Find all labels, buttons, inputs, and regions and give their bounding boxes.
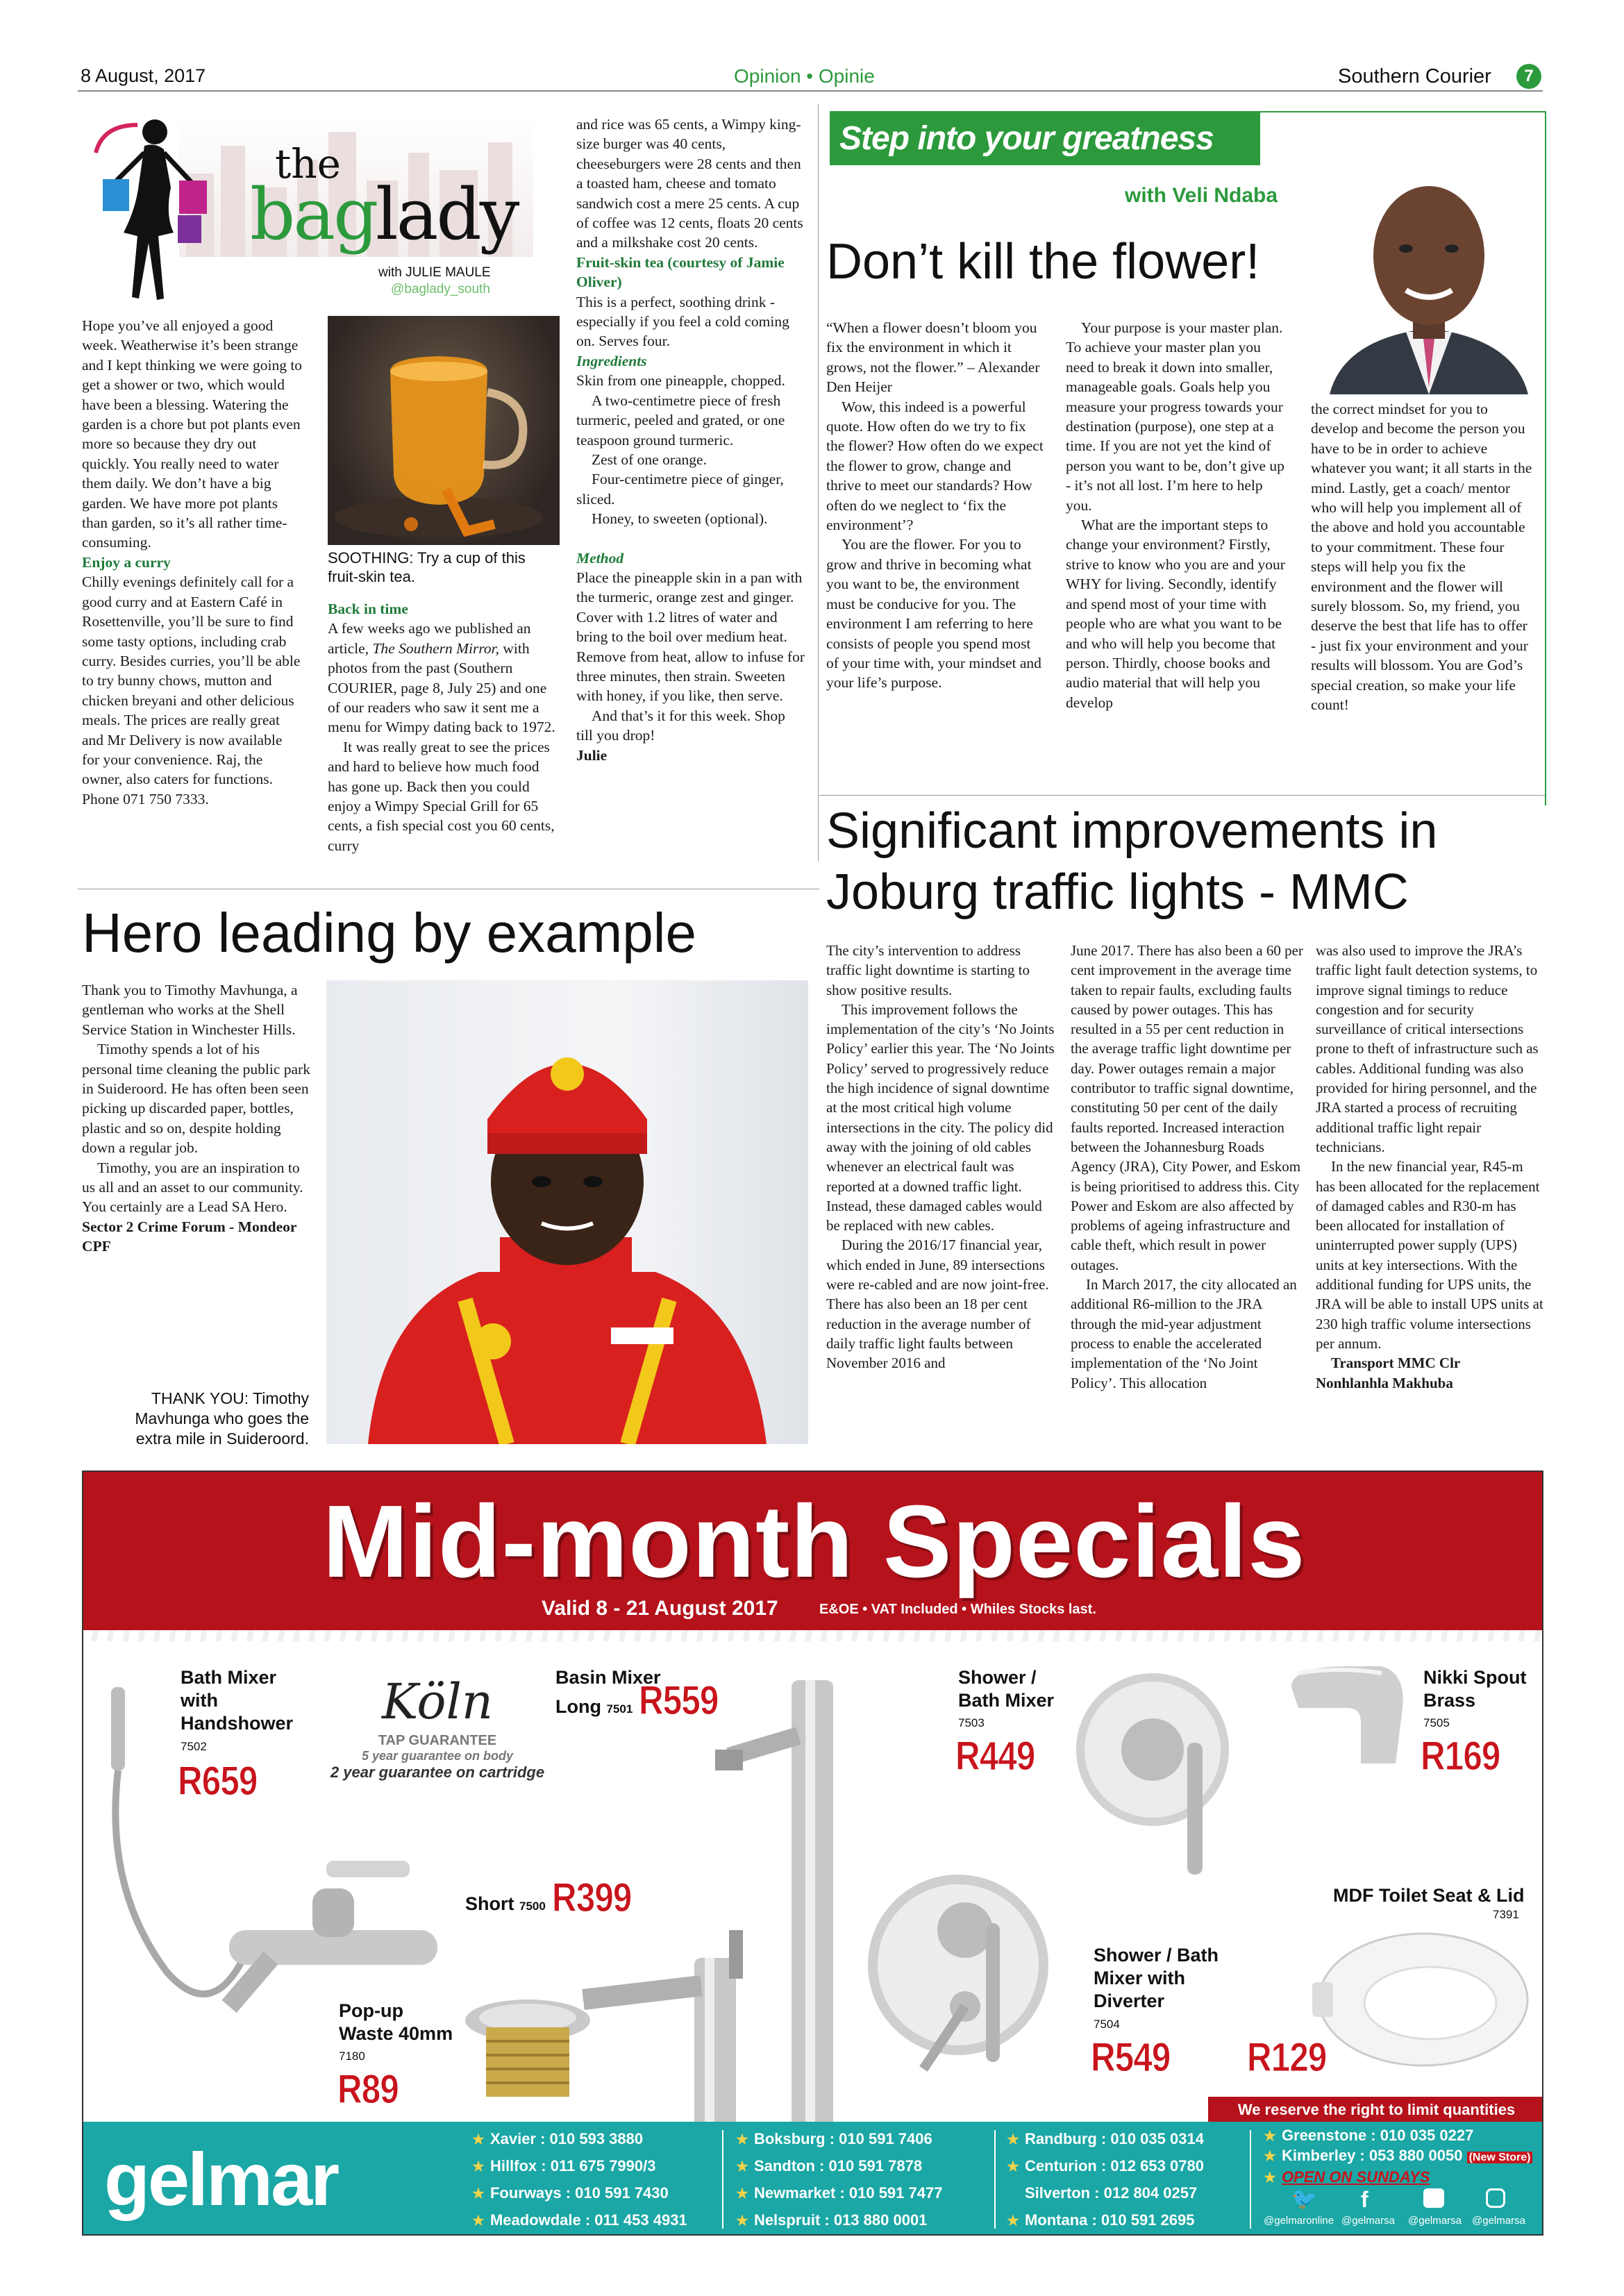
basin-short-label: Short 7500	[465, 1893, 546, 1914]
ad-title: Mid-month Specials	[322, 1484, 1306, 1599]
branch-divider-2	[994, 2130, 996, 2229]
logo-word-lady: lady	[376, 174, 518, 256]
section-label: Opinion • Opinie	[734, 65, 875, 87]
diverter-code: 7504	[1094, 2018, 1120, 2031]
popup-waste-price: R89	[337, 2067, 399, 2112]
gelmar-advert	[82, 1470, 1543, 2236]
nikki-spout-image	[1284, 1666, 1409, 1770]
koln-guarantee-cartridge: 2 year guarantee on cartridge	[330, 1763, 545, 1781]
hero-signoff: Sector 2 Crime Forum - Mondeor CPF	[82, 1218, 297, 1255]
greatness-c2-p1: Your purpose is your master plan. To achieve your master plan you need to break it down into smaller, manageable goals. Goals help you measure your progress towards your destination (purpose), one step at a time. If you are not yet the kind of person you want to be, don’t give up - it’s not all lost. I’m here to help you.	[1066, 319, 1284, 514]
toilet-seat-code: 7391	[1493, 1908, 1519, 1921]
baglady-subhead-back-in-time: Back in time	[328, 601, 408, 617]
baglady-back-p2: It was really great to see the prices and hard to believe how much food has gone up. Back then you could enjoy a Wimpy Special Grill for 65 cents, a fish special cost you 60 cents, curry	[328, 738, 555, 854]
koln-guarantee-title: TAP GUARANTEE	[378, 1733, 497, 1748]
social-handle-online: @gelmaronline	[1264, 2215, 1334, 2227]
veli-ndaba-photo	[1316, 165, 1542, 394]
baglady-method-text: Place the pineapple skin in a pan with the turmeric, orange zest and ginger. Cover with 1.2 litres of water and bring to the boil over medium heat. Remove from heat, allow to infuse for three minutes, then strain. Sweeten with honey, if you like, then serve.	[576, 569, 805, 705]
social-handle-youtube: @gelmarsa	[1408, 2215, 1462, 2227]
baglady-column-2	[328, 599, 560, 855]
shower-bath-mixer-code: 7503	[958, 1716, 985, 1729]
branch-divider-1	[722, 2130, 723, 2229]
social-handle-facebook: @gelmarsa	[1341, 2215, 1395, 2227]
diverter-image	[861, 1833, 1083, 2125]
greatness-column-3	[1311, 399, 1534, 715]
baglady-byline: with JULIE MAULE	[378, 265, 491, 280]
toilet-seat-price: R129	[1247, 2035, 1327, 2080]
traffic-c3-p2: In the new financial year, R45-m has been allocated for the replacement of damaged cables and R30-m has been allocated for installation of uninterrupted power supply (UPS) units at key intersections. With the additional funding for UPS units, the JRA will be able to install UPS units at 230 high traffic volume intersections per annum.	[1316, 1158, 1543, 1352]
ingredient-4: Four-centimetre piece of ginger, sliced.	[576, 471, 784, 508]
branch-montana: ★ Montana : 010 591 2695	[1007, 2211, 1195, 2229]
branch-silverton: Silverton : 012 804 0257	[1024, 2184, 1198, 2202]
open-sundays: ★ OPEN ON SUNDAYS	[1264, 2168, 1430, 2186]
baglady-closing: And that’s it for this week. Shop till you drop!	[576, 707, 785, 744]
timothy-mavhunga-photo	[326, 980, 808, 1444]
greatness-c3-p1: the correct mindset for you to develop and become the person you have to be in order to achieve whatever you want; it all starts in the mind. Lastly, get a coach/ mentor who will help you implement all of the above and hold you accountable to your commitment. These four steps will help you fix the environment and the flower will surely blossom. So, my friend, you deserve the best that life has to offer - just fix your environment and your results will blossom. You are God’s special creation, so make your life count!	[1311, 401, 1532, 714]
branches-column-4	[1264, 2126, 1541, 2227]
baglady-tea-intro: This is a perfect, soothing drink - especially if you feel a cold coming on. Serves four.	[576, 293, 789, 350]
ingredient-2: A two-centimetre piece of fresh turmeric, peeled and grated, or one teaspoon ground turmeric.	[576, 392, 785, 449]
gelmar-logo: gelmar	[104, 2137, 338, 2221]
twitter-icon[interactable]: 🐦	[1291, 2187, 1318, 2211]
nikki-spout-label: Nikki Spout Brass	[1423, 1667, 1527, 1711]
woman-shopping-silhouette	[89, 111, 214, 305]
baglady-back-p1: A few weeks ago we published an article, The Southern Mirror, with photos from the past (Southern COURIER, page 8, July 25) and one of our readers who saw it sent me a menu for Wimpy dating back to 1972.	[328, 620, 555, 736]
branches-column-1	[472, 2126, 687, 2234]
hero-p2: Timothy spends a lot of his personal time cleaning the public park in Suideroord. He has often been seen picking up discarded paper, bottles, plastic and so on, despite holding down a regular job.	[82, 1041, 310, 1157]
branch-xavier: ★ Xavier : 010 593 3880	[472, 2130, 644, 2147]
traffic-c1-p3: During the 2016/17 financial year, which ended in June, 89 intersections were re-cabled and are now joint-free. There has also been an 18 per cent reduction in the average number of daily traffic light faults between November 2016 and	[826, 1237, 1049, 1372]
new-store-badge: (New Store)	[1467, 2152, 1533, 2163]
branch-fourways: ★ Fourways : 010 591 7430	[472, 2184, 669, 2202]
ingredient-1: Skin from one pineapple, chopped.	[576, 372, 785, 389]
ad-torn-edge	[83, 1630, 1543, 1641]
ad-footer	[83, 2122, 1543, 2236]
traffic-signoff-2: Nonhlanhla Makhuba	[1316, 1374, 1453, 1391]
baglady-prices-text: and rice was 65 cents, a Wimpy king-size burger was 40 cents, cheeseburgers were 28 cents and then a toasted ham, cheese and tomato sandwich cost a mere 25 cents. A cup of coffee was 12 cents, floats 20 cents and a milkshake cost 20 cents.	[576, 116, 803, 251]
facebook-icon[interactable]: f	[1361, 2187, 1368, 2212]
traffic-c2-p1: June 2017. There has also been a 60 per cent improvement in the average time taken to repair faults, excluding faults caused by power outages. This has resulted in a 55 per cent reduction in the average traffic light downtime per day. Power outages remain a major contributor to traffic signal downtime, constituting 50 per cent of the daily faults reported. Increased interaction between the Johannesburg Roads Agency (JRA), City Power, and Eskom is being prioritised to address this. City Power and Eskom are also affected by problems of ageing infrastructure and cable theft, which result in power outages.	[1071, 942, 1303, 1273]
basin-short-price: R399	[552, 1875, 632, 1920]
branch-divider-3	[1250, 2130, 1251, 2229]
baglady-logo	[82, 104, 533, 305]
header-rule	[78, 90, 1543, 92]
ingredient-3: Zest of one orange.	[592, 451, 707, 468]
hero-p1: Thank you to Timothy Mavhunga, a gentleman who works at the Shell Service Station in Winchester Hills.	[82, 982, 298, 1038]
basin-long-price: R559	[639, 1678, 719, 1723]
diverter-price: R549	[1091, 2035, 1171, 2080]
ingredient-5: Honey, to sweeten (optional).	[592, 510, 768, 528]
branch-randburg: ★ Randburg : 010 035 0314	[1007, 2130, 1204, 2147]
greatness-c1-p2: Wow, this indeed is a powerful quote. How often do we try to fix the flower? How often do we expect the flower to grow, change and thrive to meet our standards? How often do we neglect to ‘fix the environment’?	[826, 398, 1044, 534]
branches-column-2	[736, 2126, 942, 2234]
greatness-headline: Don’t kill the flower!	[826, 234, 1260, 290]
traffic-column-3	[1316, 941, 1545, 1393]
shower-bath-mixer-label: Shower / Bath Mixer	[958, 1667, 1055, 1711]
nikki-spout-price: R169	[1421, 1734, 1500, 1779]
branch-boksburg: ★ Boksburg : 010 591 7406	[736, 2130, 932, 2147]
branch-sandton: ★ Sandton : 010 591 7878	[736, 2157, 923, 2175]
koln-guarantee	[312, 1673, 562, 1782]
traffic-headline-line-1: Significant improvements in	[826, 803, 1438, 859]
ad-red-banner	[83, 1472, 1543, 1633]
page-number: 7	[1524, 67, 1534, 85]
basin-mixer-label: Basin Mixer	[555, 1667, 661, 1688]
tea-photo-caption: SOOTHING: Try a cup of this fruit-skin tea.	[328, 549, 526, 585]
fruit-skin-tea-photo	[328, 316, 560, 545]
traffic-column-2	[1071, 941, 1303, 1393]
greatness-c1-p3: You are the flower. For you to grow and thrive in becoming what you want to be, the environment must be conducive for you. The environment I am referring to here consists of people you spend most of your time with, your mindset and your life’s purpose.	[826, 536, 1041, 692]
branches-column-3	[1007, 2126, 1204, 2234]
page-header	[78, 64, 1543, 92]
reserve-text: We reserve the right to limit quantities	[1237, 2101, 1516, 2118]
popup-waste-label: Pop-up Waste 40mm	[339, 2000, 453, 2044]
greatness-banner	[830, 111, 1260, 165]
traffic-signoff-1: Transport MMC Clr	[1331, 1355, 1461, 1372]
koln-logo: Köln	[381, 1673, 494, 1730]
branch-greenstone: ★ Greenstone : 010 035 0227	[1264, 2127, 1474, 2144]
traffic-headline	[826, 801, 1437, 923]
social-handle-instagram: @gelmarsa	[1472, 2215, 1525, 2227]
baglady-signoff: Julie	[576, 746, 608, 764]
branch-meadowdale: ★ Meadowdale : 011 453 4931	[472, 2211, 687, 2229]
branch-nelspruit: ★ Nelspruit : 013 880 0001	[736, 2211, 928, 2229]
social-icons	[1264, 2187, 1541, 2233]
logo-word-bag: bag	[250, 174, 377, 256]
baglady-subhead-tea: Fruit-skin tea (courtesy of Jamie Oliver)	[576, 253, 785, 291]
hero-photo-caption: THANK YOU: Timothy Mavhunga who goes the extra mile in Suideroord.	[135, 1389, 309, 1448]
instagram-icon[interactable]	[1486, 2188, 1505, 2208]
baglady-subhead-method: Method	[576, 549, 624, 567]
traffic-headline-line-2: Joburg traffic lights - MMC	[826, 864, 1409, 920]
greatness-c2-p2: What are the important steps to change your environment? Firstly, strive to know who you are and your WHY for living. Secondly, identify and spend most of your time with people who are what you want to be and who will help you become that person. Thirdly, choose books and audio material that will help you develop	[1066, 517, 1285, 711]
baglady-curry-text: Chilly evenings definitely call for a good curry and at Eastern Café in Rosettenville, you’ll be sure to find some tasty options, including crab curry. Besides curries, you’ll be able to try bunny chows, mutton and chicken breyani and other delicious meals. The prices are really great and Mr Delivery is now available for your convenience. Raj, the owner, also caters for functions. Phone 071 750 7333.	[82, 573, 301, 807]
popup-waste-code: 7180	[339, 2050, 365, 2063]
branch-centurion: ★ Centurion : 012 653 0780	[1007, 2157, 1204, 2175]
diverter-label: Shower / Bath Mixer with Diverter	[1094, 1945, 1219, 2011]
popup-waste-image	[458, 1979, 597, 2118]
shower-bath-mixer-price: R449	[955, 1734, 1035, 1779]
issue-date: 8 August, 2017	[81, 65, 206, 86]
greatness-byline: with Veli Ndaba	[1125, 184, 1278, 207]
baglady-intro: Hope you’ve all enjoyed a good week. Weatherwise it’s been strange and I kept thinking we were going to get a shower or two, which would have been a blessing. Watering the garden is a chore but pot plants even more so because they dry out quickly. You really need to water them daily. We don’t have a big garden. We have more pot plants than garden, so it’s all rather time-consuming.	[82, 317, 303, 551]
hero-p3: Timothy, you are an inspiration to us all and an asset to our community. You certainly are a Lead SA Hero.	[82, 1159, 303, 1216]
baglady-handle: @baglady_south	[391, 282, 490, 296]
youtube-icon[interactable]	[1423, 2188, 1444, 2208]
toilet-seat-label: MDF Toilet Seat & Lid	[1333, 1885, 1525, 1906]
bath-mixer-price: R659	[178, 1759, 258, 1804]
bath-mixer-label: Bath Mixer with Handshower	[181, 1667, 294, 1734]
column-divider	[818, 104, 819, 861]
greatness-c1-quote: “When a flower doesn’t bloom you fix the environment in which it grows, not the flower.” – Alexander Den Heijer	[826, 319, 1040, 396]
koln-guarantee-body: 5 year guarantee on body	[361, 1749, 514, 1763]
reserve-tag	[1208, 2097, 1543, 2123]
paper-name: Southern Courier	[1338, 65, 1491, 87]
greatness-banner-text: Step into your greatness	[839, 120, 1214, 157]
shower-bath-mixer-image	[1062, 1659, 1271, 1888]
baglady-column-1	[82, 316, 303, 809]
hero-headline: Hero leading by example	[82, 902, 696, 964]
traffic-column-1	[826, 941, 1055, 1373]
toilet-seat-image	[1305, 1916, 1534, 2076]
baglady-subhead-ingredients: Ingredients	[576, 352, 647, 369]
hero-body	[82, 980, 311, 1257]
traffic-c2-p2: In March 2017, the city allocated an additional R6-million to the JRA through the mid-year adjustment process to enable the accelerated implementation of the ‘No Joint Policy’. This allocation	[1071, 1276, 1297, 1391]
ad-valid-dates: Valid 8 - 21 August 2017	[542, 1597, 778, 1620]
traffic-c1-p1: The city’s intervention to address traffic light downtime is starting to show positive results.	[826, 942, 1030, 998]
traffic-c1-p2: This improvement follows the implementation of the city’s ‘No Joints Policy’ earlier this year. The ‘No Joints Policy’ served to progressively reduce the high incidence of signal downtime at the most critical high volume intersections in the city. The policy did away with the joining of old cables whenever an electrical fault was reported at a downed traffic light. Instead, these damaged cables would be replaced with new cables.	[826, 1000, 1055, 1234]
greatness-column-1	[826, 318, 1045, 693]
traffic-c3-p1: was also used to improve the JRA’s traffic light fault detection systems, to improve signal timings to reduce congestion and for security surveillance of critical intersections prone to theft of infrastructure such as cables. Additional funding was also provided for hiring personnel, and the JRA started a process of recruiting additional traffic light repair technicians.	[1316, 942, 1539, 1155]
baglady-column-3	[576, 115, 805, 765]
ad-terms: E&OE • VAT Included • Whiles Stocks last.	[819, 1602, 1096, 1617]
branch-hillfox: ★ Hillfox : 011 675 7990/3	[472, 2157, 656, 2175]
page-number-badge	[1516, 64, 1541, 89]
greatness-column-2	[1066, 318, 1287, 712]
branch-newmarket: ★ Newmarket : 010 591 7477	[736, 2184, 943, 2202]
logo-word-the: the	[275, 140, 341, 187]
nikki-spout-code: 7505	[1423, 1716, 1450, 1729]
baglady-subhead-curry: Enjoy a curry	[82, 553, 171, 571]
basin-long-label: Long 7501	[555, 1696, 633, 1717]
section-rule-traffic	[819, 795, 1545, 796]
branch-kimberley: ★ Kimberley : 053 880 0050 (New Store)	[1264, 2146, 1541, 2168]
bath-mixer-code: 7502	[181, 1740, 207, 1753]
